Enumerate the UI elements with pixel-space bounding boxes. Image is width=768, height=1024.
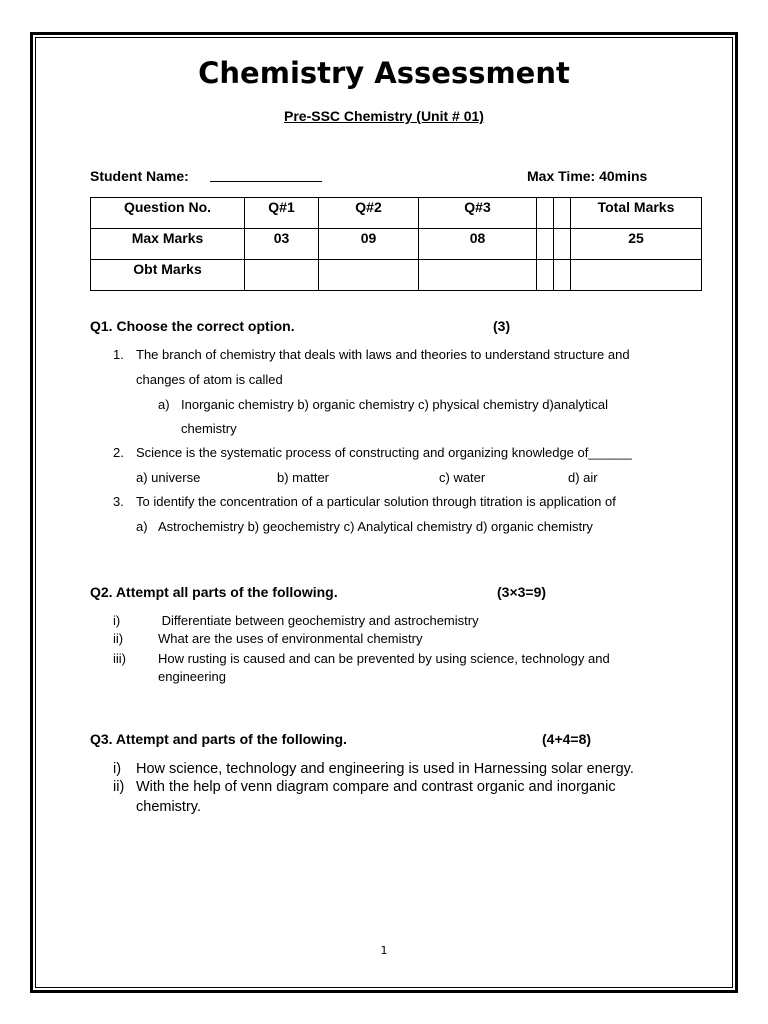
page-number: 1 (380, 944, 388, 957)
table-cell: Max Marks (91, 229, 245, 260)
table-cell: 25 (571, 229, 702, 260)
q3-item-text: chemistry. (136, 799, 201, 815)
q1-option: a) universe (136, 470, 201, 485)
table-cell: Question No. (91, 198, 245, 229)
q1-options: Astrochemistry b) geochemistry c) Analytical chemistry d) organic chemistry (158, 519, 593, 534)
table-cell (554, 198, 571, 229)
q1-option-number: a) (158, 397, 170, 412)
table-cell-blank (554, 260, 571, 291)
q1-options: chemistry (181, 421, 237, 436)
table-cell-blank[interactable] (319, 260, 419, 291)
q2-heading: Q2. Attempt all parts of the following. (90, 584, 338, 600)
table-cell: Q#3 (419, 198, 537, 229)
q1-option: d) air (568, 470, 598, 485)
q1-option: b) matter (277, 470, 330, 485)
table-cell-blank[interactable] (419, 260, 537, 291)
table-cell (537, 229, 554, 260)
q1-options: Inorganic chemistry b) organic chemistry c) physical chemistry d)analytical (181, 397, 608, 412)
q2-item-text: engineering (158, 669, 226, 684)
q1-item-number: 3. (113, 494, 124, 509)
q2-marks: (3×3=9) (497, 584, 547, 600)
table-cell: 03 (245, 229, 319, 260)
q2-item-text: Differentiate between geochemistry and astrochemistry (158, 613, 479, 628)
q3-heading: Q3. Attempt and parts of the following. (90, 731, 347, 747)
student-name-blank[interactable] (210, 181, 322, 182)
q2-item-number: i) (113, 613, 121, 628)
table-cell-blank[interactable] (245, 260, 319, 291)
table-cell: Q#2 (319, 198, 419, 229)
q1-item-text: changes of atom is called (136, 372, 283, 387)
q1-item-number: 1. (113, 347, 124, 362)
q3-item-number: ii) (113, 779, 125, 795)
q1-item-text: The branch of chemistry that deals with laws and theories to understand structure and (136, 347, 630, 362)
marks-table (90, 197, 702, 291)
table-cell (537, 198, 554, 229)
table-row-obt-marks (91, 260, 702, 291)
table-row-header (91, 198, 702, 229)
max-time: Max Time: 40mins (527, 168, 648, 184)
table-cell (554, 229, 571, 260)
q2-item-text: How rusting is caused and can be prevented by using science, technology and (158, 651, 610, 666)
q1-item-text: To identify the concentration of a particular solution through titration is application of (136, 494, 616, 509)
table-cell: Q#1 (245, 198, 319, 229)
table-cell-blank (537, 260, 554, 291)
table-cell: 08 (419, 229, 537, 260)
table-cell-blank[interactable] (571, 260, 702, 291)
student-name-label: Student Name: (90, 168, 189, 184)
q3-item-number: i) (113, 761, 122, 777)
table-cell: Total Marks (571, 198, 702, 229)
q1-item-number: 2. (113, 445, 124, 460)
q1-option-number: a) (136, 519, 148, 534)
table-cell: Obt Marks (91, 260, 245, 291)
q1-item-text: Science is the systematic process of constructing and organizing knowledge of______ (136, 445, 632, 460)
q2-item-number: ii) (113, 631, 124, 646)
q1-option: c) water (439, 470, 486, 485)
q3-item-text: With the help of venn diagram compare and contrast organic and inorganic (136, 779, 616, 795)
q3-marks: (4+4=8) (542, 731, 592, 747)
page-title: Chemistry Assessment (198, 56, 570, 90)
table-cell: 09 (319, 229, 419, 260)
q2-item-text: What are the uses of environmental chemistry (158, 631, 423, 646)
page-subtitle: Pre-SSC Chemistry (Unit # 01) (284, 108, 484, 124)
q2-item-number: iii) (113, 651, 126, 666)
q1-heading: Q1. Choose the correct option. (90, 318, 295, 334)
table-row-max-marks (91, 229, 702, 260)
q3-item-text: How science, technology and engineering is used in Harnessing solar energy. (136, 761, 634, 777)
q1-marks: (3) (493, 318, 511, 334)
